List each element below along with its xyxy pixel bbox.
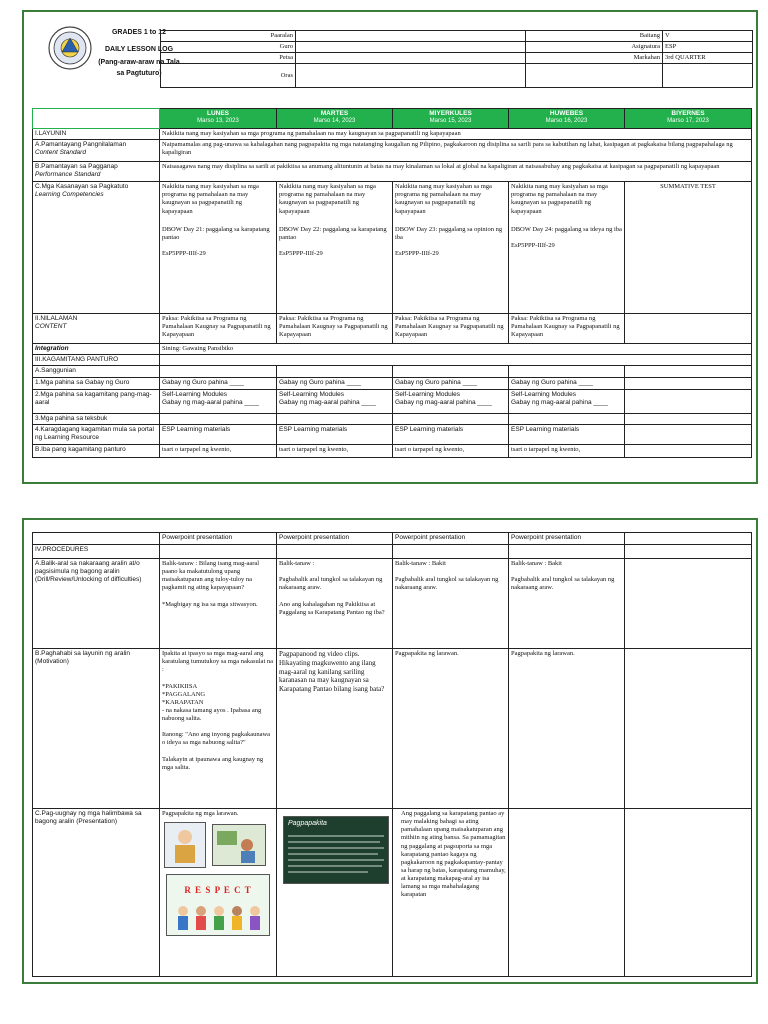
summative-test-cell: SUMMATIVE TEST [625,182,752,314]
day-header-tue: MARTES Marso 14, 2023 [277,109,393,129]
row-label-other-materials: B.Iba pang kagamitang panturo [33,444,160,457]
blank-cell [160,545,277,559]
row-label-teacher-guide: 1.Mga pahina sa Gabay ng Guro [33,377,160,389]
additional-materials-cell: ESP Learning materials [393,424,509,444]
time-label: Oras [161,64,296,88]
blank-cell [277,366,393,377]
blank-cell [509,366,625,377]
blank-cell [625,413,752,424]
ppt-cell: Powerpoint presentation [277,533,393,545]
blank-cell [393,366,509,377]
day-header-wed: MIYERKULES Marso 15, 2023 [393,109,509,129]
blank-cell [625,389,752,413]
competency-cell: Nakikita nang may kasiyahan sa mga programa ng pamahalaan na may kaugnayan sa pagpapanatili ng kapayapaan DBOW Day 24: paggalang sa ideya ng iba EsP5PPP-IIIf-29 [509,182,625,314]
teacher-guide-cell: Gabay ng Guro pahina ____ [393,377,509,389]
layunin-text: Nakikita nang may kasiyahan sa mga programa ng pamahalaan na may kaugnayan sa pagpapanatili ng kapayapaan [160,129,752,140]
blank-cell [625,533,752,545]
presentation-images [162,818,274,958]
review-cell: Balik-tanaw : Bakit Pagbabalik aral tungkol sa talakayan ng nakaraang araw. [393,559,509,649]
row-label-integration: Integration [33,344,160,355]
ppt-cell: Powerpoint presentation [160,533,277,545]
learner-materials-cell: Self-Learning Modules Gabay ng mag-aaral pahina ____ [160,389,277,413]
respect-image [166,874,270,936]
additional-materials-cell: ESP Learning materials [509,424,625,444]
row-label-content: II.NILALAMAN CONTENT [33,314,160,344]
other-materials-cell: tsart o tarpapel ng kwento, [277,444,393,457]
day-header-thu: HUWEBES Marso 16, 2023 [509,109,625,129]
blank-cell [160,366,277,377]
blank-cell [625,377,752,389]
grade-label: Baitang [526,31,663,42]
motivation-cell: Pagpapanood ng video clips. Hikayating magkuwento ang ilang mag-aaral ng kanilang sariling karanasan na may kaugnayan sa Karapatang Pantao bilang isang bata? [277,649,393,809]
blank-cell [33,533,160,545]
blank-cell [625,424,752,444]
row-label-materials: III.KAGAMITANG PANTURO [33,355,160,366]
grid-corner [33,109,160,129]
date-label: Petsa [161,53,296,64]
day-header-mon: LUNES Marso 13, 2023 [160,109,277,129]
blank-cell [625,444,752,457]
teacher-value [296,42,526,53]
lesson-grid [32,108,752,458]
blank-cell [625,649,752,809]
blank-cell [625,559,752,649]
blank-cell [277,413,393,424]
motivation-cell: Ipakita at ipasyo sa mga mag-aaral ang karatulang tumutukoy sa mga nakasulat na : *PAKIKIISA *PAGGALANG *KARAPATAN - na nakasa tamang ayos . Ipabasa ang nabuong salita. Itanong: "Ano ang inyong pagkakaunawa o ideya sa mga nabuong salita?" Talakayin at ipaunawa ang kaugnay ng mga salita. [160,649,277,809]
additional-materials-cell: ESP Learning materials [160,424,277,444]
presentation-text: Pagpapakita ng mga larawan. [162,810,239,817]
review-cell: Balik-tanaw : Bilang isang mag-aaral paano ka makatutulong upang maisakatuparan ang tuloy-tuloy na pagkamit ng ating kapayapaan? *Magbigay ng isa sa mga sitwasyon. [160,559,277,649]
grade-value: V [663,31,753,42]
learner-materials-cell: Self-Learning Modules Gabay ng mag-aaral pahina ____ [277,389,393,413]
slide-title: Pagpapakita [288,820,327,827]
integration-text: Sining: Gawaing Pansibiko [160,344,752,355]
row-label-performance-standard: B.Pamantayan sa Pagganap Performance Standard [33,162,160,182]
row-label-learner-materials: 2.Mga pahina sa kagamitang pang-mag-aaral [33,389,160,413]
row-label-competencies: C.Mga Kasanayan sa Pagkatuto Learning Competencies [33,182,160,314]
content-cell: Paksa: Pakikiisa sa Programa ng Pamahalaan Kaugnay sa Pagpapanatili ng Kapayapaan [509,314,625,344]
row-label-review: A.Balik-aral sa nakaraang aralin at/o pagsisimula ng bagong aralin (Drill/Review/Unlocking of difficulties) [33,559,160,649]
presentation-cell [160,809,277,977]
row-label-textbook: 3.Mga pahina sa teksbuk [33,413,160,424]
competency-cell: Nakikita nang may kasiyahan sa mga programa ng pamahalaan na may kaugnayan sa pagpapanatili ng kapayapaan DBOW Day 21: paggalang sa karapatang pantao EsP5PPP-IIIf-29 [160,182,277,314]
school-label: Paaralan [161,31,296,42]
slide-image [283,816,389,884]
blank-cell [509,545,625,559]
row-label-layunin: I.LAYUNIN [33,129,160,140]
log-subtitle: (Pang-araw-araw na Tala sa Pagtuturo) [98,59,180,77]
blank-cell [663,64,753,88]
blank-cell [277,545,393,559]
subject-label: Asignatura [526,42,663,53]
performance-standard-text: Naisasagawa nang may disiplina sa sarili at pakikiisa sa anumang alituntunin at batas na may kinalaman sa lokal at global na kapaligiran at naisasabuhay ang pagkakaisa at kasipagan sa pagpapanatili ng kapayapaan [160,162,752,182]
additional-materials-cell: ESP Learning materials [277,424,393,444]
classroom-image [212,824,266,866]
student-image [164,822,206,868]
row-label-motivation: B.Paghahabi sa layunin ng aralin (Motivation) [33,649,160,809]
review-cell: Balik-tanaw : Pagbabalik aral tungkol sa talakayan ng nakaraang araw. Ano ang kahalagahan ng Pakikiisa at Paggalang sa Karapatang Pantao ng iba? [277,559,393,649]
ppt-cell: Powerpoint presentation [509,533,625,545]
competency-cell: Nakikita nang may kasiyahan sa mga programa ng pamahalaan na may kaugnayan sa pagpapanatili ng kapayapaan DBOW Day 23: paggalang sa opinion ng iba EsP5PPP-IIIf-29 [393,182,509,314]
blank-cell [509,413,625,424]
school-value [296,31,526,42]
materials-blank [160,355,752,366]
content-cell: Paksa: Pakikiisa sa Programa ng Pamahalaan Kaugnay sa Pagpapanatili ng Kapayapaan [393,314,509,344]
presentation-cell: Ang paggalang sa karapatang pantao ay may malaking bahagi sa ating pamahalaan upang maisakatuparan ang mithiin ng ating bansa. Sa pamamagitan ng paggalang at pagsuporta sa mga karapatang pantao kagaya ng pagkakaroon ng pagkakapantay-pantay sa harap ng batas, karapatang mamuhay, at karapatang makapag-aral ay isa lamang sa mga mahahalagang karapatan [393,809,509,977]
procedures-label: IV.PROCEDURES [33,545,160,559]
row-label-references: A.Sanggunian [33,366,160,377]
teacher-guide-cell: Gabay ng Guro pahina ____ [160,377,277,389]
learner-materials-cell: Self-Learning Modules Gabay ng mag-aaral pahina ____ [509,389,625,413]
quarter-label: Markahan [526,53,663,64]
other-materials-cell: tsart o tarpapel ng kwento, [509,444,625,457]
subject-value: ESP [663,42,753,53]
row-label-additional-materials: 4.Karagdagang kagamitan mula sa portal ng Learning Resource [33,424,160,444]
content-standard-text: Naipamamalas ang pag-unawa sa kahalagahan nang pagpapakita ng mga natatanging kaugalian ng Pilipino, pagkakaroon ng disiplina sa sarili para sa kabutihan ng lahat, kasipagan at pagkakaisa bilang pagpapahalaga ng kapaligiran [160,140,752,162]
header-table [160,30,753,88]
blank-cell [160,413,277,424]
lesson-log-page-2 [22,518,758,984]
row-label-content-standard: A.Pamantayang Pangnilalaman Content Standard [33,140,160,162]
day-header-fri: BIYERNES Marso 17, 2023 [625,109,752,129]
blank-cell [625,366,752,377]
time-value [296,64,526,88]
other-materials-cell: tsart o tarpapel ng kwento, [393,444,509,457]
daily-lesson-log-title: DAILY LESSON LOG [104,45,174,53]
procedures-grid [32,532,752,977]
content-cell: Paksa: Pakikiisa sa Programa ng Pamahalaan Kaugnay sa Pagpapanatili ng Kapayapaan [160,314,277,344]
blank-cell [393,545,509,559]
blank-cell [526,64,663,88]
respect-banner: R E S P E C T [184,885,252,896]
review-cell: Balik-tanaw : Bakit Pagbabalik aral tungkol sa talakayan ng nakaraang araw. [509,559,625,649]
teacher-guide-cell: Gabay ng Guro pahina ____ [509,377,625,389]
deped-seal-icon [48,26,92,70]
competency-cell: Nakikita nang may kasiyahan sa mga programa ng pamahalaan na may kaugnayan sa pagpapanatili ng kapayapaan DBOW Day 22: paggalang sa karapatang pantao EsP5PPP-IIIf-29 [277,182,393,314]
quarter-value: 3rd QUARTER [663,53,753,64]
grades-label: GRADES 1 to 12 [111,29,167,36]
blank-cell [393,413,509,424]
blank-cell [625,545,752,559]
lesson-log-page-1 [22,10,758,484]
teacher-guide-cell: Gabay ng Guro pahina ____ [277,377,393,389]
content-cell [625,314,752,344]
content-cell: Paksa: Pakikiisa sa Programa ng Pamahalaan Kaugnay sa Pagpapanatili ng Kapayapaan [277,314,393,344]
motivation-cell: Pagpapakita ng larawan. [393,649,509,809]
teacher-label: Guro [161,42,296,53]
date-value [296,53,526,64]
ppt-cell: Powerpoint presentation [393,533,509,545]
presentation-cell [277,809,393,977]
presentation-cell [509,809,625,977]
learner-materials-cell: Self-Learning Modules Gabay ng mag-aaral pahina ____ [393,389,509,413]
other-materials-cell: tsart o tarpapel ng kwento, [160,444,277,457]
motivation-cell: Pagpapakita ng larawan. [509,649,625,809]
row-label-presentation: C.Pag-uugnay ng mga halimbawa sa bagong aralin (Presentation) [33,809,160,977]
blank-cell [625,809,752,977]
